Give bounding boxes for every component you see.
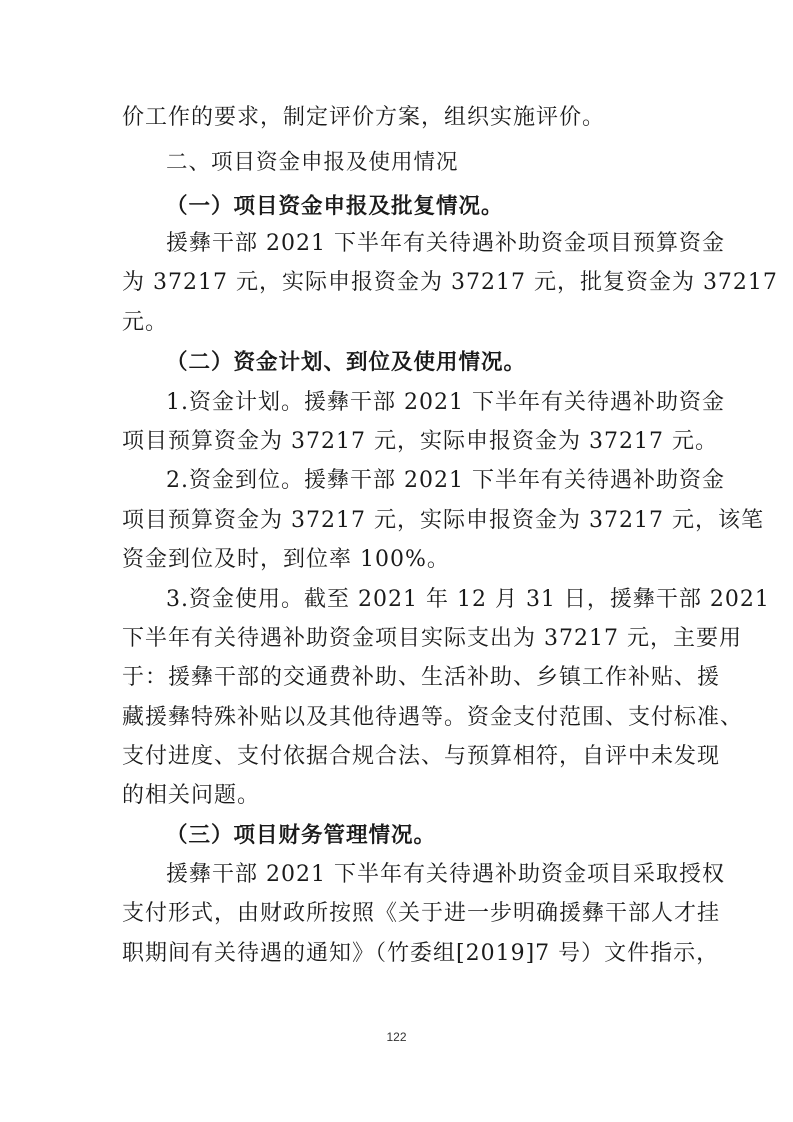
paragraph-line: 的相关问题。 xyxy=(122,783,261,808)
subsection-heading: （三）项目财务管理情况。 xyxy=(166,823,437,848)
page-number: 122 xyxy=(386,1030,407,1044)
paragraph-line: 援彝干部 2021 下半年有关待遇补助资金项目采取授权 xyxy=(166,862,725,887)
paragraph-line: 下半年有关待遇补助资金项目实际支出为 37217 元，主要用 xyxy=(122,626,742,651)
paragraph-line: 援彝干部 2021 下半年有关待遇补助资金项目预算资金 xyxy=(166,231,725,256)
paragraph-line: 价工作的要求，制定评价方案，组织实施评价。 xyxy=(122,105,606,130)
subsection-heading: （二）资金计划、到位及使用情况。 xyxy=(166,350,527,375)
paragraph-line: 2.资金到位。援彝干部 2021 下半年有关待遇补助资金 xyxy=(166,468,725,493)
paragraph-line: 资金到位及时，到位率 100%。 xyxy=(122,547,450,572)
subsection-heading: （一）项目资金申报及批复情况。 xyxy=(166,194,504,219)
paragraph-line: 元。 xyxy=(122,310,169,335)
paragraph-line: 于：援彝干部的交通费补助、生活补助、乡镇工作补贴、援 xyxy=(122,665,721,690)
paragraph-line: 项目预算资金为 37217 元，实际申报资金为 37217 元，该笔 xyxy=(122,508,764,533)
paragraph-line: 职期间有关待遇的通知》（竹委组[2019]7 号）文件指示， xyxy=(122,941,720,966)
paragraph-line: 支付进度、支付依据合规合法、与预算相符，自评中未发现 xyxy=(122,744,721,769)
paragraph-line: 1.资金计划。援彝干部 2021 下半年有关待遇补助资金 xyxy=(166,390,725,415)
paragraph-line: 藏援彝特殊补贴以及其他待遇等。资金支付范围、支付标准、 xyxy=(122,705,744,730)
paragraph-line: 支付形式，由财政所按照《关于进一步明确援彝干部人才挂 xyxy=(122,901,721,926)
paragraph-line: 为 37217 元，实际申报资金为 37217 元，批复资金为 37217 xyxy=(122,270,778,295)
paragraph-line: 项目预算资金为 37217 元，实际申报资金为 37217 元。 xyxy=(122,429,718,454)
paragraph-line: 3.资金使用。截至 2021 年 12 月 31 日，援彝干部 2021 xyxy=(166,587,770,612)
section-heading: 二、项目资金申报及使用情况 xyxy=(166,150,459,175)
